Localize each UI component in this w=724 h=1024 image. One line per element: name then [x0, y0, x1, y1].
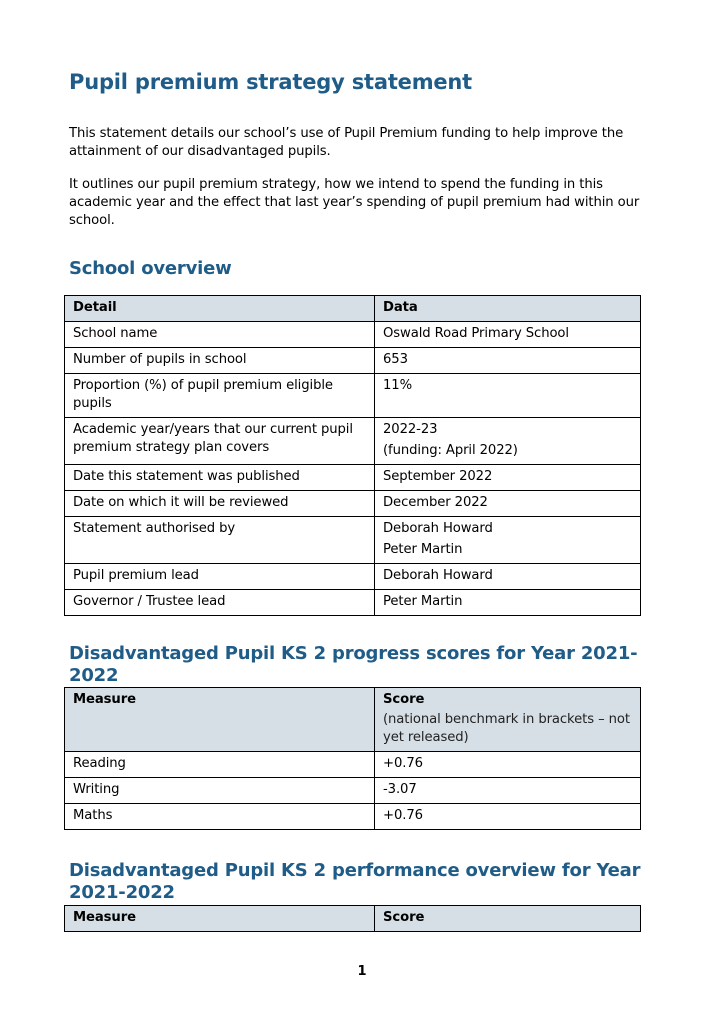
- data-cell: 653: [375, 348, 641, 374]
- performance-overview-heading: Disadvantaged Pupil KS 2 performance overview for Year 2021-2022: [69, 860, 641, 903]
- table-row: [65, 564, 641, 590]
- table-row: [65, 752, 641, 778]
- column-header-score: [375, 688, 641, 752]
- progress-scores-heading: Disadvantaged Pupil KS 2 progress scores for Year 2021-2022: [69, 643, 638, 686]
- table-row: [65, 322, 641, 348]
- column-header-score: Score: [375, 906, 641, 932]
- detail-cell: School name: [65, 322, 375, 348]
- measure-cell: Reading: [65, 752, 375, 778]
- data-cell: Deborah Howard: [375, 564, 641, 590]
- column-header-data: Data: [375, 296, 641, 322]
- score-header-label: Score: [383, 692, 425, 707]
- detail-cell: Governor / Trustee lead: [65, 590, 375, 616]
- data-cell: [375, 418, 641, 465]
- data-value-extra: Peter Martin: [383, 542, 463, 557]
- data-cell: 11%: [375, 374, 641, 418]
- detail-cell: Date on which it will be reviewed: [65, 491, 375, 517]
- school-overview-heading: School overview: [69, 258, 232, 279]
- table-header-row: [65, 296, 641, 322]
- data-cell: Oswald Road Primary School: [375, 322, 641, 348]
- data-cell: December 2022: [375, 491, 641, 517]
- score-cell: +0.76: [375, 804, 641, 830]
- table-row: [65, 465, 641, 491]
- table-header-row: [65, 688, 641, 752]
- table-row: [65, 517, 641, 564]
- intro-paragraph-2: It outlines our pupil premium strategy, how we intend to spend the funding in this academic year and the effect that last year’s spending of pupil premium had within our school.: [69, 177, 640, 228]
- score-cell: -3.07: [375, 778, 641, 804]
- data-value: 2022-23: [383, 422, 438, 437]
- data-cell: Peter Martin: [375, 590, 641, 616]
- table-row: [65, 491, 641, 517]
- table-row: [65, 374, 641, 418]
- detail-cell: Statement authorised by: [65, 517, 375, 564]
- column-header-detail: Detail: [65, 296, 375, 322]
- table-header-row: [65, 906, 641, 932]
- column-header-measure: Measure: [65, 688, 375, 752]
- data-cell: September 2022: [375, 465, 641, 491]
- data-value-extra: (funding: April 2022): [383, 443, 518, 458]
- table-row: [65, 418, 641, 465]
- score-header-note: (national benchmark in brackets – not yet released): [383, 712, 630, 745]
- page-number: 1: [357, 964, 367, 979]
- table-row: [65, 778, 641, 804]
- measure-cell: Writing: [65, 778, 375, 804]
- intro-paragraph-1: This statement details our school’s use of Pupil Premium funding to help improve the attainment of our disadvantaged pupils.: [69, 126, 624, 159]
- table-row: [65, 804, 641, 830]
- data-value: Deborah Howard: [383, 521, 493, 536]
- performance-overview-table: [64, 905, 641, 932]
- data-cell: [375, 517, 641, 564]
- page-title: Pupil premium strategy statement: [69, 70, 473, 94]
- detail-cell: Proportion (%) of pupil premium eligible pupils: [65, 374, 375, 418]
- school-overview-table: [64, 295, 641, 616]
- progress-scores-table: [64, 687, 641, 830]
- table-row: [65, 348, 641, 374]
- score-cell: +0.76: [375, 752, 641, 778]
- table-row: [65, 590, 641, 616]
- detail-cell: Pupil premium lead: [65, 564, 375, 590]
- measure-cell: Maths: [65, 804, 375, 830]
- column-header-measure: Measure: [65, 906, 375, 932]
- detail-cell: Date this statement was published: [65, 465, 375, 491]
- detail-cell: Academic year/years that our current pupil premium strategy plan covers: [65, 418, 375, 465]
- detail-cell: Number of pupils in school: [65, 348, 375, 374]
